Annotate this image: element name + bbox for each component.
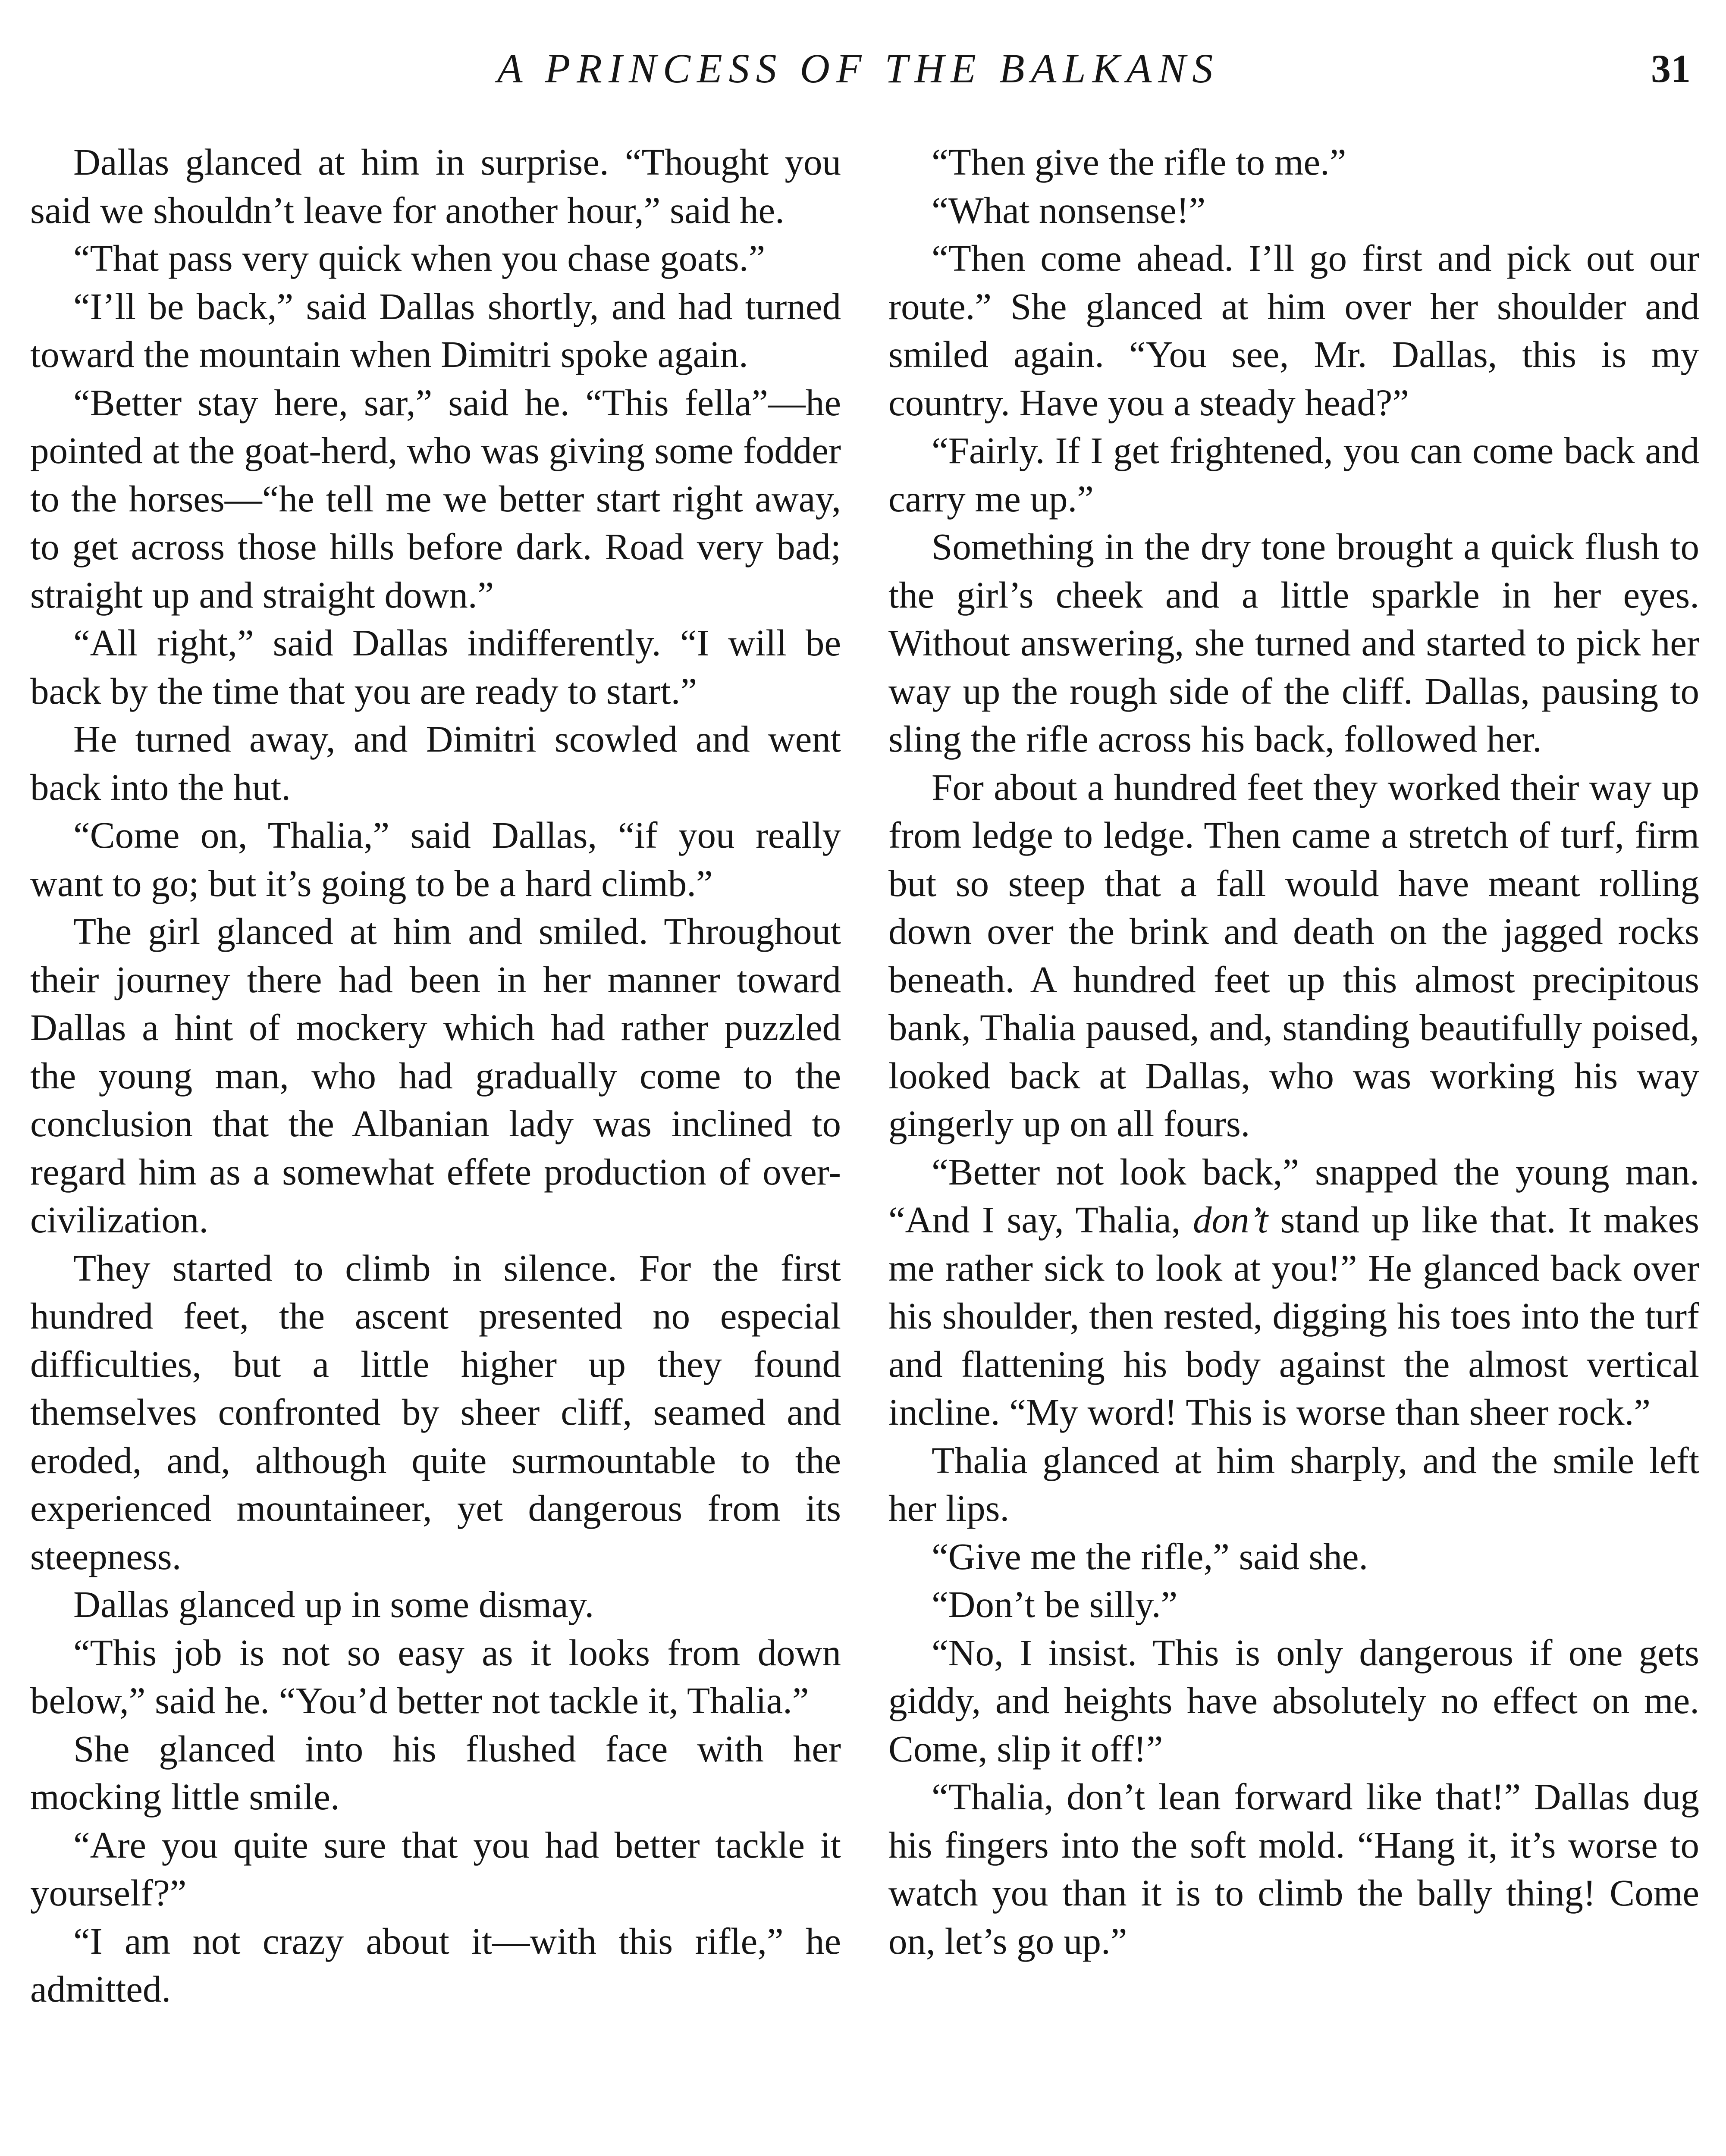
paragraph: He turned away, and Dimitri scowled and went back into the hut.	[30, 718, 841, 808]
paragraph: “Then give the rifle to me.”	[932, 141, 1346, 183]
paragraph: “Thalia, don’t lean forward like that!” Dallas dug his fingers into the soft mold. “Hang it, it’s worse to watch you than it is to climb the bally thing! Come on, let’s go up.”	[888, 1776, 1699, 1962]
paragraph: Thalia glanced at him sharply, and the smile left her lips.	[888, 1439, 1699, 1529]
paragraph: “This job is not so easy as it looks from down below,” said he. “You’d better not tackle it, Thalia.”	[30, 1631, 841, 1721]
left-column	[30, 138, 841, 2013]
paragraph: For about a hundred feet they worked their way up from ledge to ledge. Then came a stretch of turf, firm but so steep that a fall would have meant rolling down over the brink and death on the jagged rocks beneath. A hundred feet up this almost precipitous bank, Thalia paused, and, standing beautifully poised, looked back at Dallas, who was working his way gingerly up on all fours.	[888, 766, 1699, 1144]
paragraph: “Then come ahead. I’ll go first and pick out our route.” She glanced at him over her shoulder and smiled again. “You see, Mr. Dallas, this is my country. Have you a steady head?”	[888, 237, 1699, 423]
paragraph: Dallas glanced at him in surprise. “Thought you said we shouldn’t leave for another hour,” said he.	[30, 141, 841, 231]
paragraph: They started to climb in silence. For the first hundred feet, the ascent presented no especial difficulties, but a little higher up they found themselves confronted by sheer cliff, seamed and eroded, and, although quite surmountable to the experienced mountaineer, yet dangerous from its steepness.	[30, 1247, 841, 1577]
paragraph: “That pass very quick when you chase goats.”	[73, 237, 766, 279]
paragraph: “Come on, Thalia,” said Dallas, “if you really want to go; but it’s going to be a hard climb.”	[30, 814, 841, 904]
paragraph: Dallas glanced up in some dismay.	[73, 1583, 594, 1625]
paragraph: “Are you quite sure that you had better tackle it yourself?”	[30, 1824, 841, 1914]
paragraph: Something in the dry tone brought a quick flush to the girl’s cheek and a little sparkle in her eyes. Without answering, she turned and started to pick her way up the rough side of the cliff. Dallas, pausing to sling the rifle across his back, followed her.	[888, 526, 1699, 760]
paragraph: She glanced into his flushed face with her mocking little smile.	[30, 1727, 841, 1818]
right-column	[888, 138, 1699, 1965]
paragraph: “Don’t be silly.”	[932, 1583, 1178, 1625]
paragraph: The girl glanced at him and smiled. Throughout their journey there had been in her manner toward Dallas a hint of mockery which had rather puzzled the young man, who had gradually come to the conclusion that the Albanian lady was inclined to regard him as a somewhat effete production of over-civilization.	[30, 910, 841, 1241]
emphasis-text: don’t	[1193, 1199, 1268, 1241]
paragraph: “No, I insist. This is only dangerous if one gets giddy, and heights have absolutely no effect on me. Come, slip it off!”	[888, 1631, 1699, 1770]
paragraph-text: stand up like that. It makes me rather sick to look at you!” He glanced back over his shoulder, then rested, digging his toes into the turf and flattening his body against the almost vertical incline. “My word! This is worse than sheer rock.”	[888, 1199, 1699, 1433]
paragraph: “I’ll be back,” said Dallas shortly, and had turned toward the mountain when Dimitri spoke again.	[30, 285, 841, 375]
paragraph: “All right,” said Dallas indifferently. “I will be back by the time that you are ready to start.”	[30, 622, 841, 712]
running-title: A PRINCESS OF THE BALKANS	[497, 45, 1220, 91]
page-number: 31	[1651, 47, 1691, 91]
paragraph: “Better stay here, sar,” said he. “This fella”—he pointed at the goat-herd, who was giving some fodder to the horses—“he tell me we better start right away, to get across those hills before dark. Road very bad; straight up and straight down.”	[30, 381, 841, 616]
paragraph: “Give me the rifle,” said she.	[932, 1535, 1368, 1577]
paragraph: “What nonsense!”	[932, 189, 1206, 231]
paragraph: “I am not crazy about it—with this rifle,” he admitted.	[30, 1920, 841, 2010]
paragraph: “Fairly. If I get frightened, you can come back and carry me up.”	[888, 429, 1699, 520]
paragraph	[888, 1148, 1699, 1436]
paragraph-text: “Better not look back,” snapped the young man. “And I say, Thalia,	[888, 1150, 1699, 1241]
